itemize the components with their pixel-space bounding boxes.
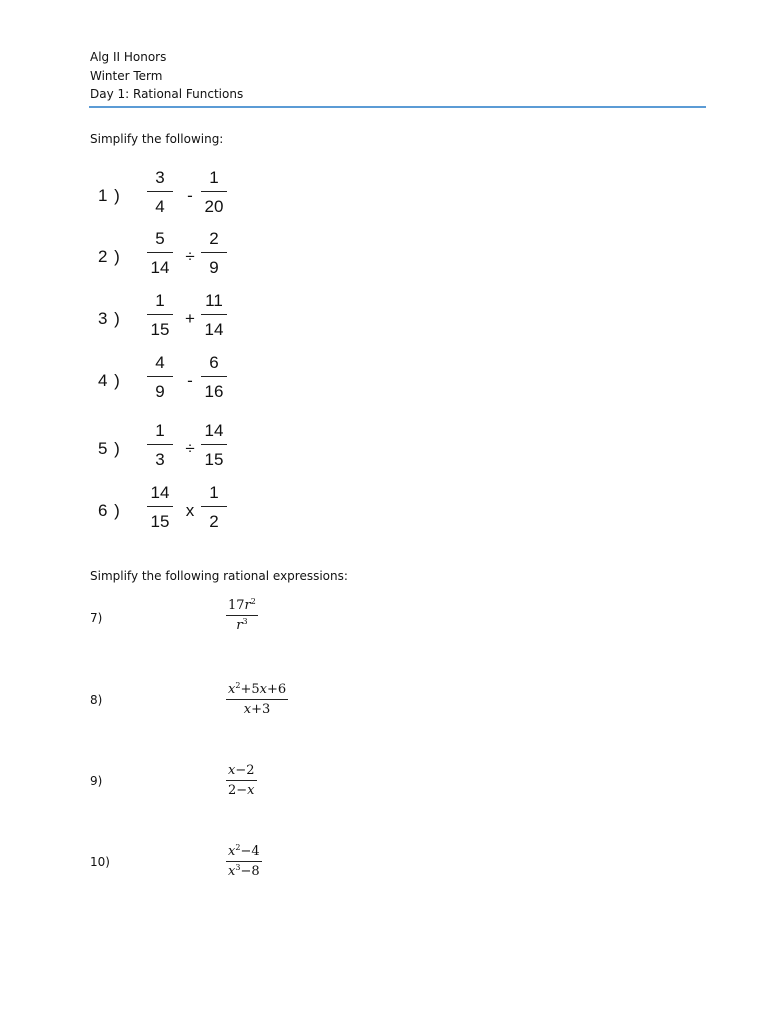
fraction-left	[147, 420, 173, 471]
numerator: 1	[155, 421, 165, 440]
numerator: 3	[155, 168, 165, 187]
fraction-bar	[201, 506, 227, 507]
problem-8	[90, 682, 390, 730]
denominator: 4	[155, 197, 165, 216]
problem-number: 5 )	[98, 439, 121, 458]
fraction-right	[201, 420, 227, 471]
operator: ÷	[185, 247, 195, 266]
problem-2	[98, 228, 298, 284]
operator: ÷	[185, 439, 195, 458]
fraction-bar	[147, 191, 173, 192]
fraction-bar	[147, 376, 173, 377]
rational-expression	[226, 763, 257, 799]
fraction-bar	[226, 615, 258, 616]
numerator: $x^2+5x+6$	[228, 681, 287, 697]
numerator: $x^2-4$	[228, 843, 260, 859]
rational-expression	[226, 682, 288, 718]
problem-3	[98, 290, 298, 346]
problem-number: 2 )	[98, 247, 121, 266]
denominator: 2−x	[228, 783, 255, 798]
numerator: 11	[205, 291, 223, 310]
denominator: 20	[204, 197, 224, 216]
problem-number: 8)	[90, 693, 103, 707]
numerator: 14	[150, 483, 170, 502]
problem-number: 9)	[90, 774, 103, 788]
denominator: $r^3$	[236, 617, 248, 633]
fraction-right	[201, 228, 227, 279]
operator: -	[187, 371, 193, 390]
fraction-right	[201, 352, 227, 403]
fraction-bar	[147, 314, 173, 315]
denominator: $x^3-8$	[228, 863, 260, 879]
section2-instruction: Simplify the following rational expressions:	[90, 569, 348, 583]
fraction-bar	[201, 191, 227, 192]
rational-expression	[226, 844, 262, 880]
fraction-left	[147, 482, 173, 533]
fraction-right	[201, 290, 227, 341]
numerator: 14	[204, 421, 224, 440]
section1-instruction: Simplify the following:	[90, 132, 224, 146]
numerator: 6	[209, 353, 219, 372]
denominator: 15	[150, 512, 170, 531]
numerator: $17r^2$	[228, 597, 256, 613]
fraction-bar	[226, 699, 288, 700]
denominator: 9	[209, 258, 219, 277]
operator: x	[185, 501, 195, 520]
problem-number: 1 )	[98, 186, 121, 205]
denominator: 16	[204, 382, 224, 401]
problem-number: 7)	[90, 611, 103, 625]
problem-number: 4 )	[98, 371, 121, 390]
document-header	[90, 48, 243, 104]
denominator: 14	[204, 320, 224, 339]
denominator: 9	[155, 382, 165, 401]
problem-9	[90, 763, 390, 811]
numerator: x−2	[228, 763, 255, 778]
denominator: 14	[150, 258, 170, 277]
problem-number: 3 )	[98, 309, 121, 328]
fraction-bar	[201, 252, 227, 253]
fraction-bar	[201, 444, 227, 445]
fraction-left	[147, 167, 173, 218]
fraction-bar	[226, 780, 257, 781]
problem-number: 10)	[90, 855, 110, 869]
term-label: Winter Term	[90, 68, 163, 83]
denominator: 15	[150, 320, 170, 339]
fraction-bar	[226, 861, 262, 862]
fraction-bar	[147, 506, 173, 507]
fraction-right	[201, 167, 227, 218]
fraction-bar	[147, 252, 173, 253]
operator: -	[187, 186, 193, 205]
problem-6	[98, 482, 298, 538]
numerator: 2	[209, 229, 219, 248]
numerator: 1	[209, 168, 219, 187]
fraction-bar	[147, 444, 173, 445]
fraction-right	[201, 482, 227, 533]
problem-4	[98, 352, 298, 408]
problem-7	[90, 598, 390, 646]
lesson-title: Day 1: Rational Functions	[90, 87, 244, 101]
denominator: x+3	[243, 702, 271, 717]
rational-expression	[226, 598, 258, 634]
problem-1	[98, 167, 298, 223]
numerator: 1	[155, 291, 165, 310]
denominator: 2	[209, 512, 219, 531]
numerator: 1	[209, 483, 219, 502]
numerator: 4	[155, 353, 165, 372]
course-title: Alg II Honors	[90, 50, 167, 64]
operator: +	[185, 309, 195, 328]
fraction-left	[147, 228, 173, 279]
problem-5	[98, 420, 298, 476]
problem-number: 6 )	[98, 501, 121, 520]
problem-10	[90, 844, 390, 892]
header-divider	[89, 106, 706, 108]
fraction-bar	[201, 314, 227, 315]
denominator: 15	[204, 450, 224, 469]
fraction-bar	[201, 376, 227, 377]
fraction-left	[147, 352, 173, 403]
fraction-left	[147, 290, 173, 341]
denominator: 3	[155, 450, 165, 469]
numerator: 5	[155, 229, 165, 248]
